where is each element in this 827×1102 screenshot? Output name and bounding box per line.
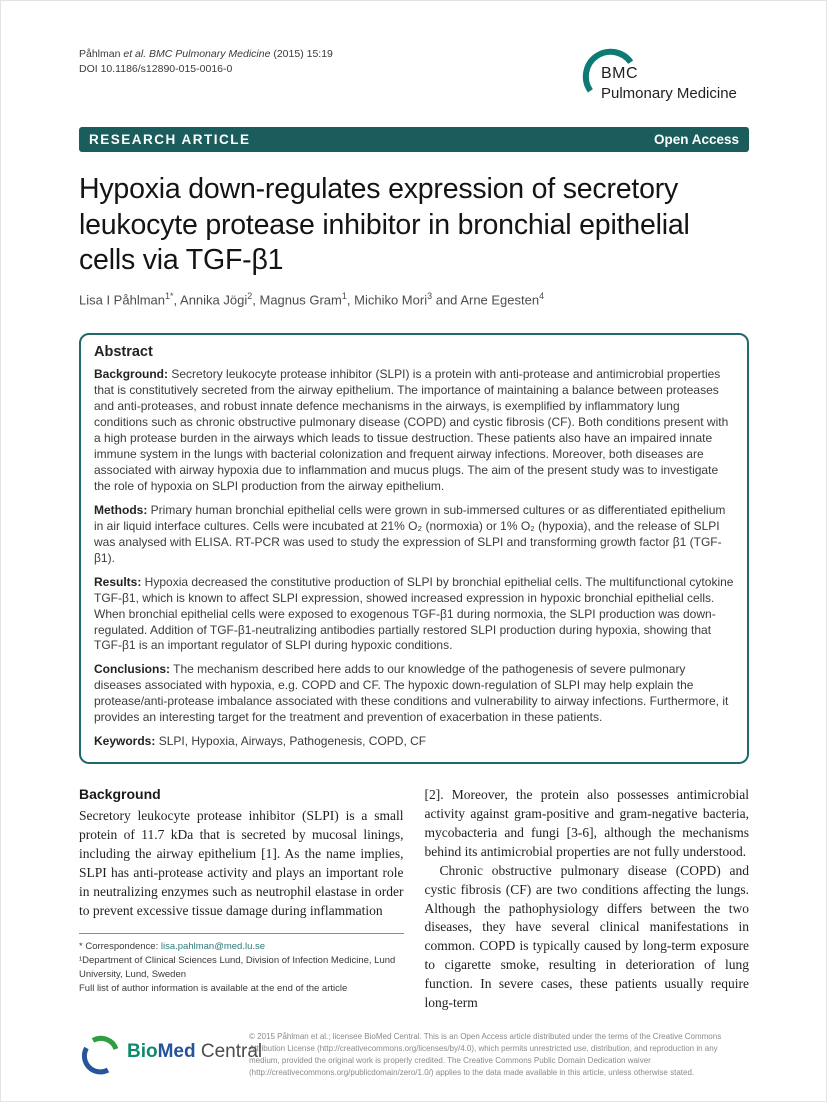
abstract-methods — [94, 503, 734, 567]
citation-issue: (2015) 15:19 — [270, 48, 333, 60]
abstract-heading: Abstract — [94, 344, 153, 361]
abstract-background-label: Background: — [94, 367, 169, 382]
copyright-notice: © 2015 Påhlman et al.; licensee BioMed Central. This is an Open Access article distributed under the terms of the Creative Commons Attribution License (http://creativecommons.org/licenses/by/4.0), which permits unrestricted use, distribution, and reproduction in any medium, provided the original work is properly credited. The Creative Commons Public Domain Dedication waiver (http://creativecommons.org/publicdomain/zero/1.0/) applies to the data made available in this article, unless otherwise stated. — [249, 1031, 722, 1077]
abstract-background — [94, 367, 734, 495]
journal-logo-subtitle: Pulmonary Medicine — [601, 85, 737, 102]
author-name: Magnus Gram — [259, 292, 342, 308]
correspondence-email-link[interactable]: lisa.pahlman@med.lu.se — [160, 940, 266, 952]
page-header — [79, 41, 749, 107]
author-separator: , — [346, 292, 355, 308]
doi-line: DOI 10.1186/s12890-015-0016-0 — [79, 63, 233, 76]
section-heading-background: Background — [79, 786, 161, 803]
footnote-block — [79, 933, 404, 997]
correspondence-line — [79, 940, 404, 954]
author-affiliation-sup: 1* — [165, 290, 174, 301]
affiliation-line: ¹Department of Clinical Sciences Lund, Division of Infection Medicine, Lund University, Lund, Sweden — [79, 954, 396, 981]
abstract-box — [79, 333, 749, 764]
article-body — [79, 786, 749, 1013]
body-paragraph-right-2: Chronic obstructive pulmonary disease (COPD) and cystic fibrosis (CF) are two conditions affecting the lungs. Although the pathophysiology differs between the two diseases, they have several clinical manifestations in common. COPD is typically caused by long-term exposure to cigarette smoke, resulting in deterioration of lung function. In severe cases, these patients usually require long-term — [424, 862, 749, 1011]
abstract-background-text: Secretory leukocyte protease inhibitor (SLPI) is a protein with anti-protease and antimicrobial properties that is constitutively secreted from the airway epithelium. The importance of maintaining a balance between proteases and anti-proteases, and robust innate defence mechanisms in the airways, is exemplified by inflammatory lung conditions such as chronic obstructive pulmonary disease (COPD) and cystic fibrosis (CF). Both conditions present with a high protease burden in the airways which leads to tissue destruction. These patients also have an impaired innate immune system in the lungs with bacterial colonization and frequent airway infections. Moreover, both diseases are associated with airway hypoxia due to inflammation and mucus plugs. The aim of the present study was to investigate the role of hypoxia on SLPI production from the airway epithelium. — [94, 367, 729, 493]
author-affiliation-sup: 3 — [427, 290, 433, 301]
article-page — [1, 1, 827, 1079]
author-name: Annika Jögi — [180, 292, 248, 308]
author-affiliation-sup: 2 — [247, 290, 253, 301]
abstract-methods-text: Primary human bronchial epithelial cells were grown in sub-immersed cultures or as differentiated epithelium in air liquid interface cultures. Cells were incubated at 21% O₂ (normoxia) or 1% O₂ (hypoxia), and the release of SLPI was analysed with ELISA. RT-PCR was used to study the expression of SLPI and transforming growth factor β1 (TGF-β1). — [94, 502, 726, 565]
abstract-keywords — [94, 734, 734, 748]
keywords-text: SLPI, Hypoxia, Airways, Pathogenesis, COPD, CF — [155, 734, 427, 749]
author-separator: , — [252, 292, 260, 308]
biomed-central-logo — [79, 1031, 263, 1075]
left-column — [79, 786, 404, 1013]
biomed-central-wordmark — [127, 1041, 262, 1063]
wordmark-bio: Bio — [127, 1040, 158, 1062]
citation-authors: Påhlman — [79, 48, 124, 60]
wordmark-med: Med — [157, 1040, 196, 1062]
author-info-line: Full list of author information is available at the end of the article — [79, 983, 348, 995]
abstract-conclusions-text: The mechanism described here adds to our knowledge of the pathogenesis of severe pulmonary diseases associated with hypoxia, e.g. COPD and CF. The hypoxic down-regulation of SLPI may help explain the protease/anti-protease imbalance associated with these conditions and vulnerability to airway infections. Furthermore, it provides an interesting target for the treatment and prevention of exacerbation in these patients. — [94, 662, 729, 725]
bmc-journal-logo — [577, 41, 749, 107]
author-affiliation-sup: 4 — [539, 290, 545, 301]
abstract-results-text: Hypoxia decreased the constitutive production of SLPI by bronchial epithelial cells. The multifunctional cytokine TGF-β1, which is known to affect SLPI expression, showed increased expression in hypoxic bronchial epithelial cells. When bronchial epithelial cells were exposed to exogenous TGF-β1 during normoxia, the SLPI production was down-regulated. Addition of TGF-β1-neutralizing antibodies partially restored SLPI production during hypoxia, showing that TGF-β1 is an important regulator of SLPI during hypoxic conditions. — [94, 574, 734, 653]
biomed-central-circle-icon — [79, 1064, 123, 1081]
page-footer — [79, 1031, 749, 1079]
author-affiliation-sup: 1 — [341, 290, 347, 301]
authors-line — [79, 291, 749, 307]
author-name: Lisa I Påhlman — [79, 292, 165, 308]
abstract-results — [94, 575, 734, 655]
right-column — [425, 786, 750, 1013]
journal-logo-name: BMC — [601, 65, 639, 82]
citation-block — [79, 41, 333, 77]
abstract-results-label: Results: — [94, 574, 142, 589]
open-access-label: Open Access — [653, 132, 739, 147]
author-name: Arne Egesten — [460, 292, 540, 308]
article-title: Hypoxia down-regulates expression of secretory leukocyte protease inhibitor in bronchial epithelial cells via TGF-β1 — [79, 173, 690, 277]
author-separator: , — [173, 292, 181, 308]
wordmark-central: Central — [195, 1040, 263, 1062]
citation-journal: et al. BMC Pulmonary Medicine — [123, 48, 271, 60]
author-name: Michiko Mori — [354, 292, 428, 308]
abstract-methods-label: Methods: — [94, 502, 148, 517]
body-paragraph-left: Secretory leukocyte protease inhibitor (SLPI) is a small protein of 11.7 kDa that is secreted by mucosal linings, including the airway epithelium [1]. As the name implies, SLPI has anti-protease activity and plays an important role in neutralizing enzymes such as neutrophil elastase in order to prevent excessive tissue damage during inflammation — [79, 808, 404, 918]
author-separator: and — [432, 292, 461, 308]
article-type-label: RESEARCH ARTICLE — [89, 132, 251, 147]
correspondence-label: * Correspondence: — [79, 940, 161, 952]
article-type-banner — [79, 127, 749, 152]
abstract-conclusions — [94, 662, 734, 726]
keywords-label: Keywords: — [94, 734, 156, 749]
body-paragraph-right-1: [2]. Moreover, the protein also possesses antimicrobial activity against gram-positive and gram-negative bacteria, mycobacteria and fungi [3-6], although the mechanisms behind its antimicrobial properties are not fully understood. — [424, 787, 749, 859]
citation-line — [79, 47, 333, 62]
abstract-conclusions-label: Conclusions: — [94, 662, 171, 677]
